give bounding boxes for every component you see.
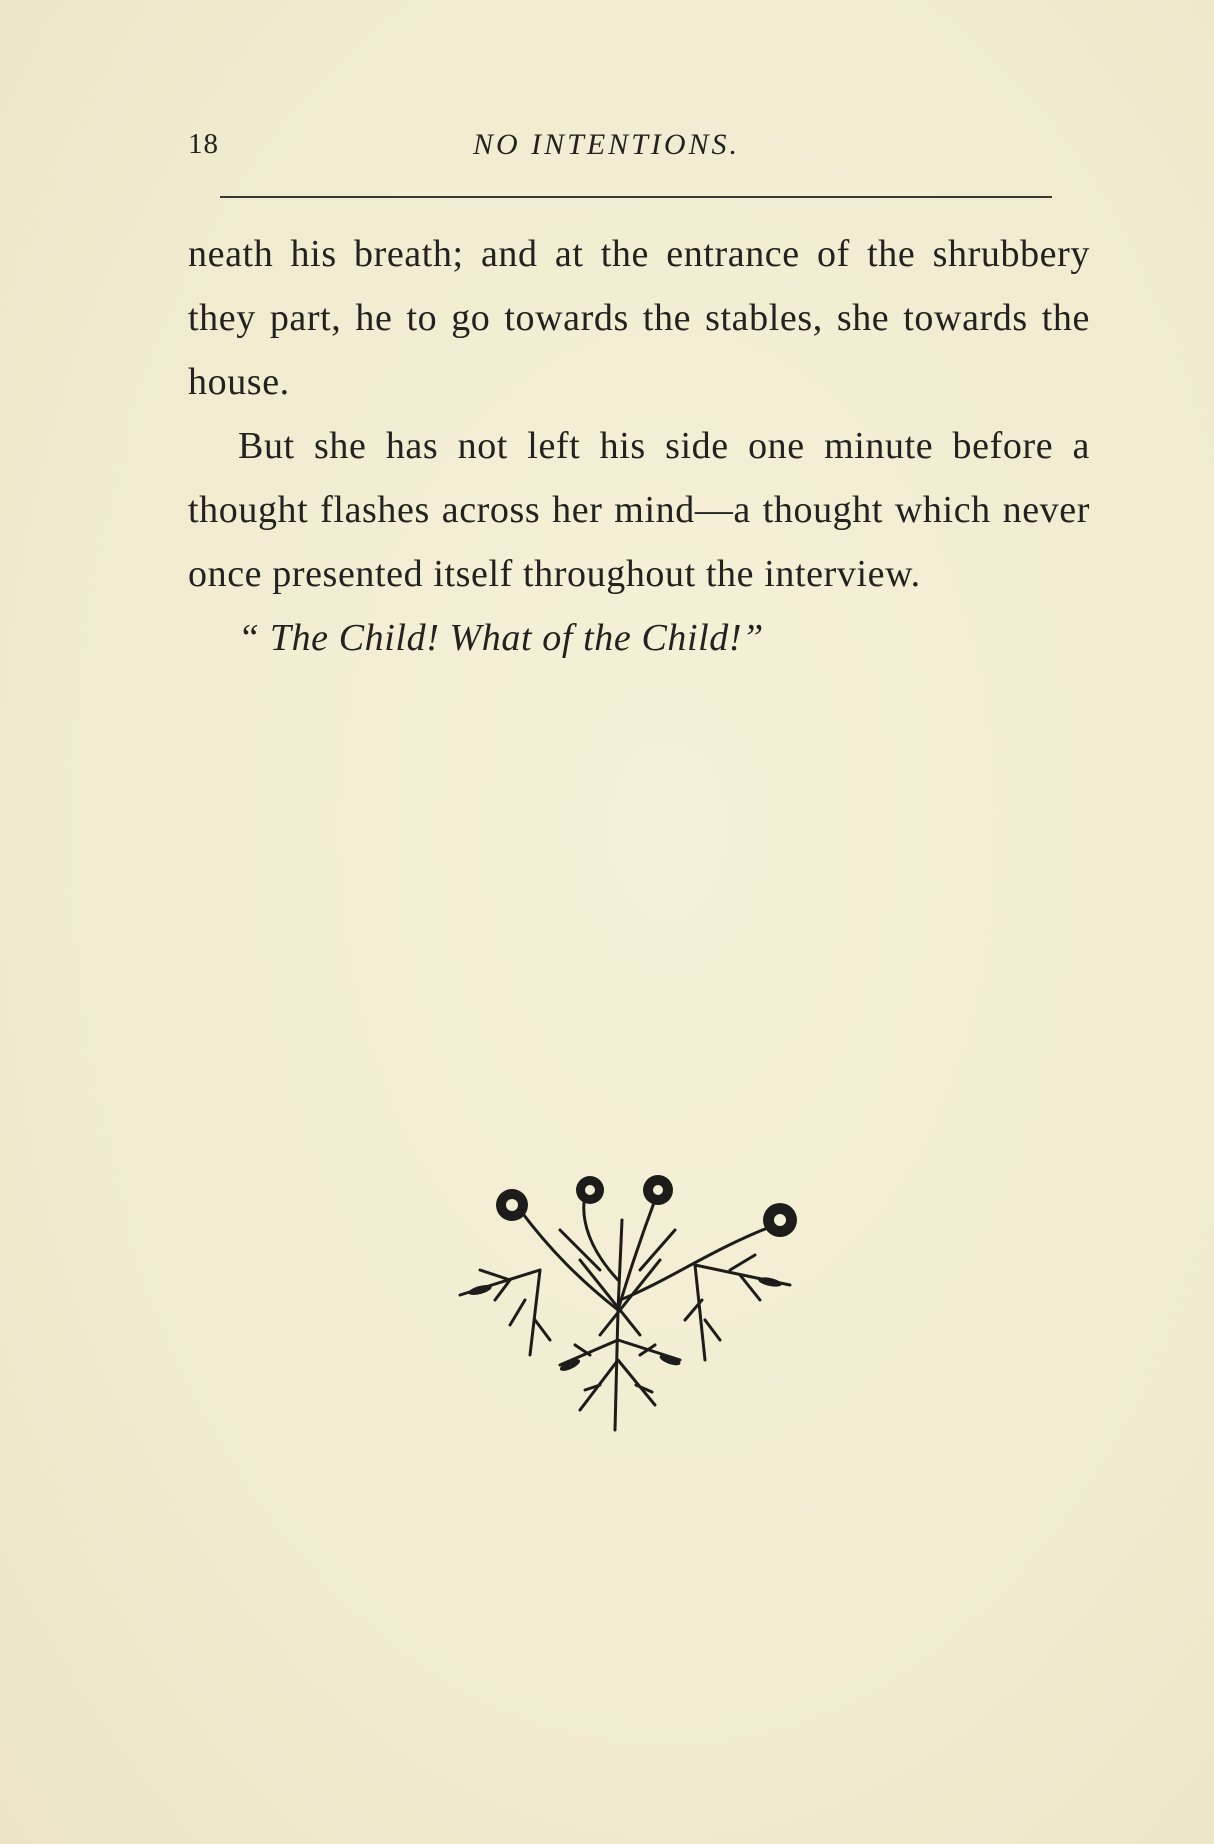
body-text: [188, 222, 1090, 670]
closing-quote: “ The Child! What of the Child!”: [238, 617, 764, 659]
page-header: [188, 128, 1088, 168]
header-rule: [220, 196, 1052, 198]
paragraph-1: neath his breath; and at the entrance of the shrubbery they part, he to go towards the stables, she towards the house.: [188, 233, 1090, 403]
floral-vignette-icon: [440, 1160, 820, 1440]
paragraph-2: But she has not left his side one minute before a thought flashes across her mind—a thought which never once presented itself throughout the interview.: [188, 425, 1090, 595]
running-title: NO INTENTIONS.: [473, 128, 741, 161]
page-number: 18: [188, 128, 219, 160]
